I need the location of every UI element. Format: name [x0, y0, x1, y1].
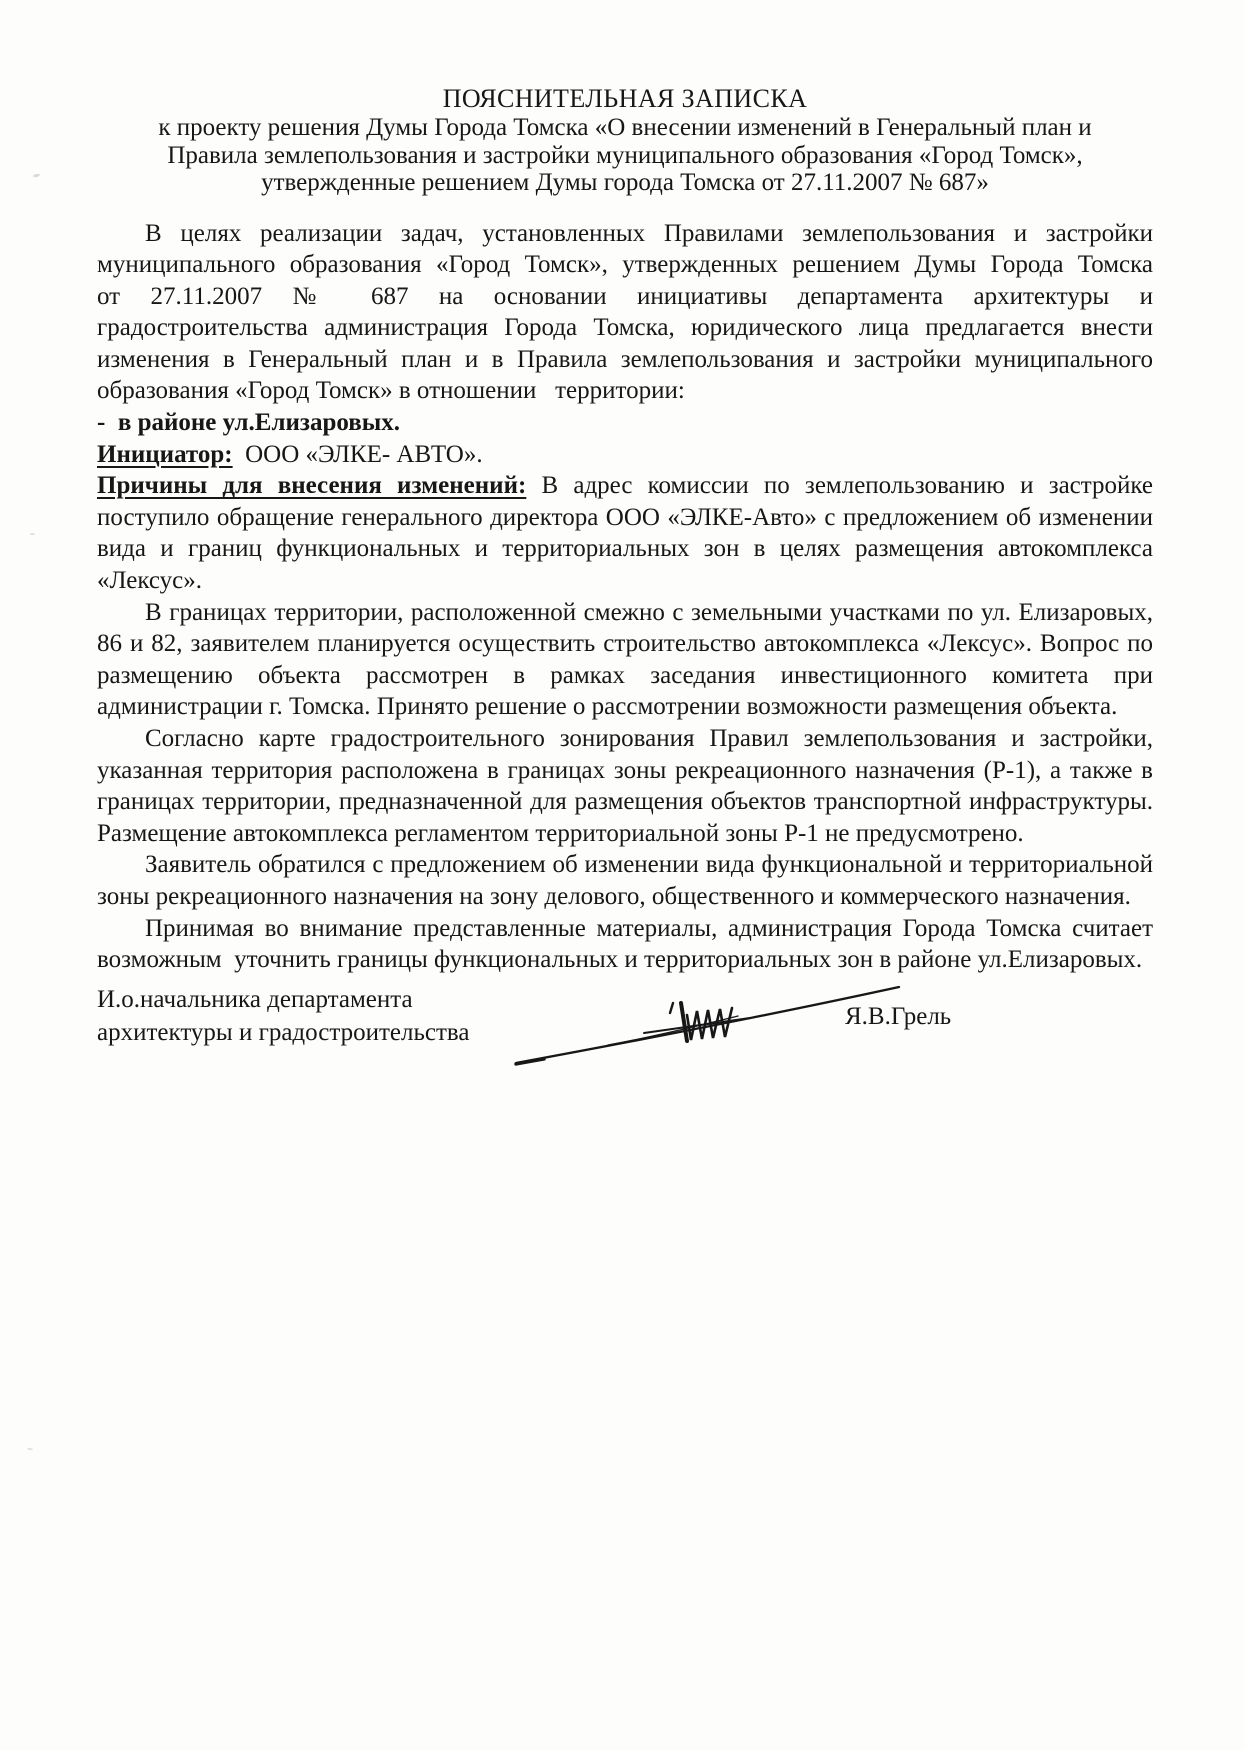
paragraph-line: [97, 565, 1153, 597]
text-segment: поступило обращение генерального директора ООО «ЭЛКЕ-Авто» с предложением об изменении: [97, 503, 1153, 531]
scan-speck: [30, 533, 35, 535]
text-segment: возможным уточнить границы функциональных и территориальных зон в районе ул.Елизаровых.: [97, 946, 1143, 974]
document-body: [97, 218, 1153, 976]
paragraph-line: [97, 344, 1153, 376]
text-segment: зоны рекреационного назначения на зону делового, общественного и коммерческого назначения.: [97, 882, 1131, 910]
paragraph-line: [97, 249, 1153, 281]
document-title: ПОЯСНИТЕЛЬНАЯ ЗАПИСКА: [442, 84, 808, 113]
text-segment: Согласно карте градостроительного зонирования Правил землепользования и застройки,: [145, 725, 1153, 752]
paragraph-line: [97, 786, 1153, 818]
text-segment: изменения в Генеральный план и в Правила землепользования и застройки муниципального: [97, 345, 1153, 373]
paragraph-line: [97, 597, 1153, 629]
text-segment: администрации г. Томска. Принято решение о рассмотрении возможности размещения объекта.: [97, 693, 1118, 721]
paragraph-line: [97, 407, 1153, 439]
text-segment: «Лексус».: [97, 567, 203, 595]
text-segment: Причины для внесения изменений:: [97, 472, 527, 500]
paragraph-line: [97, 218, 1153, 250]
paragraph-line: [97, 439, 1153, 471]
subtitle-line: Правила землепользования и застройки муниципального образования «Город Томск»,: [167, 141, 1083, 169]
paragraph-line: [97, 913, 1153, 945]
paragraph-line: [97, 470, 1153, 502]
signatory-position-line: архитектуры и градостроительства: [97, 1019, 470, 1046]
signatory-name: Я.В.Грель: [845, 1003, 952, 1030]
text-segment: муниципального образования «Город Томск», утвержденных решением Думы Города Томска: [97, 251, 1153, 279]
handwritten-signature-ink-icon: [440, 955, 920, 1085]
text-segment: вида и границ функциональных и территориальных зон в целях размещения автокомплекса: [97, 535, 1153, 563]
scan-speck: [33, 173, 40, 177]
text-segment: Заявитель обратился с предложением об изменении вида функциональной и территориальной: [145, 851, 1153, 879]
scan-speck: [27, 1448, 33, 1451]
paragraph-line: [97, 533, 1153, 565]
paragraph-line: [97, 502, 1153, 534]
text-segment: размещению объекта рассмотрен в рамках заседания инвестиционного комитета при: [97, 661, 1153, 689]
text-segment: образования «Город Томск» в отношении территории:: [97, 377, 685, 405]
text-segment: от 27.11.2007 № 687 на основании инициативы департамента архитектуры и: [97, 282, 1153, 310]
paragraph-line: [97, 849, 1153, 881]
text-segment: градостроительства администрация Города Томска, юридического лица предлагается внести: [97, 314, 1153, 342]
paragraph-line: [97, 628, 1153, 660]
signatory-position-line: И.о.начальника департамента: [97, 986, 413, 1013]
paragraph-line: [97, 881, 1153, 913]
subtitle-line: к проекту решения Думы Города Томска «О внесении изменений в Генеральный план и: [158, 114, 1092, 141]
paragraph-line: [97, 691, 1153, 723]
paragraph-line: [97, 723, 1153, 755]
text-segment: В границах территории, расположенной смежно с земельными участками по ул. Елизаровых,: [145, 598, 1153, 626]
paragraph-line: [97, 660, 1153, 692]
text-segment: Инициатор:: [97, 440, 233, 468]
paragraph-line: [97, 755, 1153, 787]
text-segment: указанная территория расположена в границах зоны рекреационного назначения (Р-1), а также в: [97, 756, 1153, 784]
text-segment: границах территории, предназначенной для размещения объектов транспортной инфраструктуры.: [97, 788, 1153, 816]
paragraph-line: [97, 818, 1153, 850]
text-segment: ООО «ЭЛКЕ- АВТО».: [232, 440, 483, 468]
text-segment: - в районе ул.Елизаровых.: [97, 409, 400, 437]
text-segment: В адрес комиссии по землепользованию и застройке: [526, 472, 1153, 500]
document-content: [97, 84, 1153, 976]
text-segment: Принимая во внимание представленные материалы, администрация Города Томска считает: [145, 914, 1153, 942]
text-segment: В целях реализации задач, установленных Правилами землепользования и застройки: [145, 219, 1153, 247]
paragraph-line: [97, 375, 1153, 407]
paragraph-line: [97, 281, 1153, 313]
text-segment: 86 и 82, заявителем планируется осуществить строительство автокомплекса «Лексус». Вопрос по: [97, 630, 1153, 658]
subtitle-line: утвержденные решением Думы города Томска от 27.11.2007 № 687»: [261, 169, 989, 196]
paragraph-line: [97, 312, 1153, 344]
document-subtitle: [97, 114, 1153, 197]
text-segment: Размещение автокомплекса регламентом территориальной зоны Р-1 не предусмотрено.: [97, 819, 1024, 847]
